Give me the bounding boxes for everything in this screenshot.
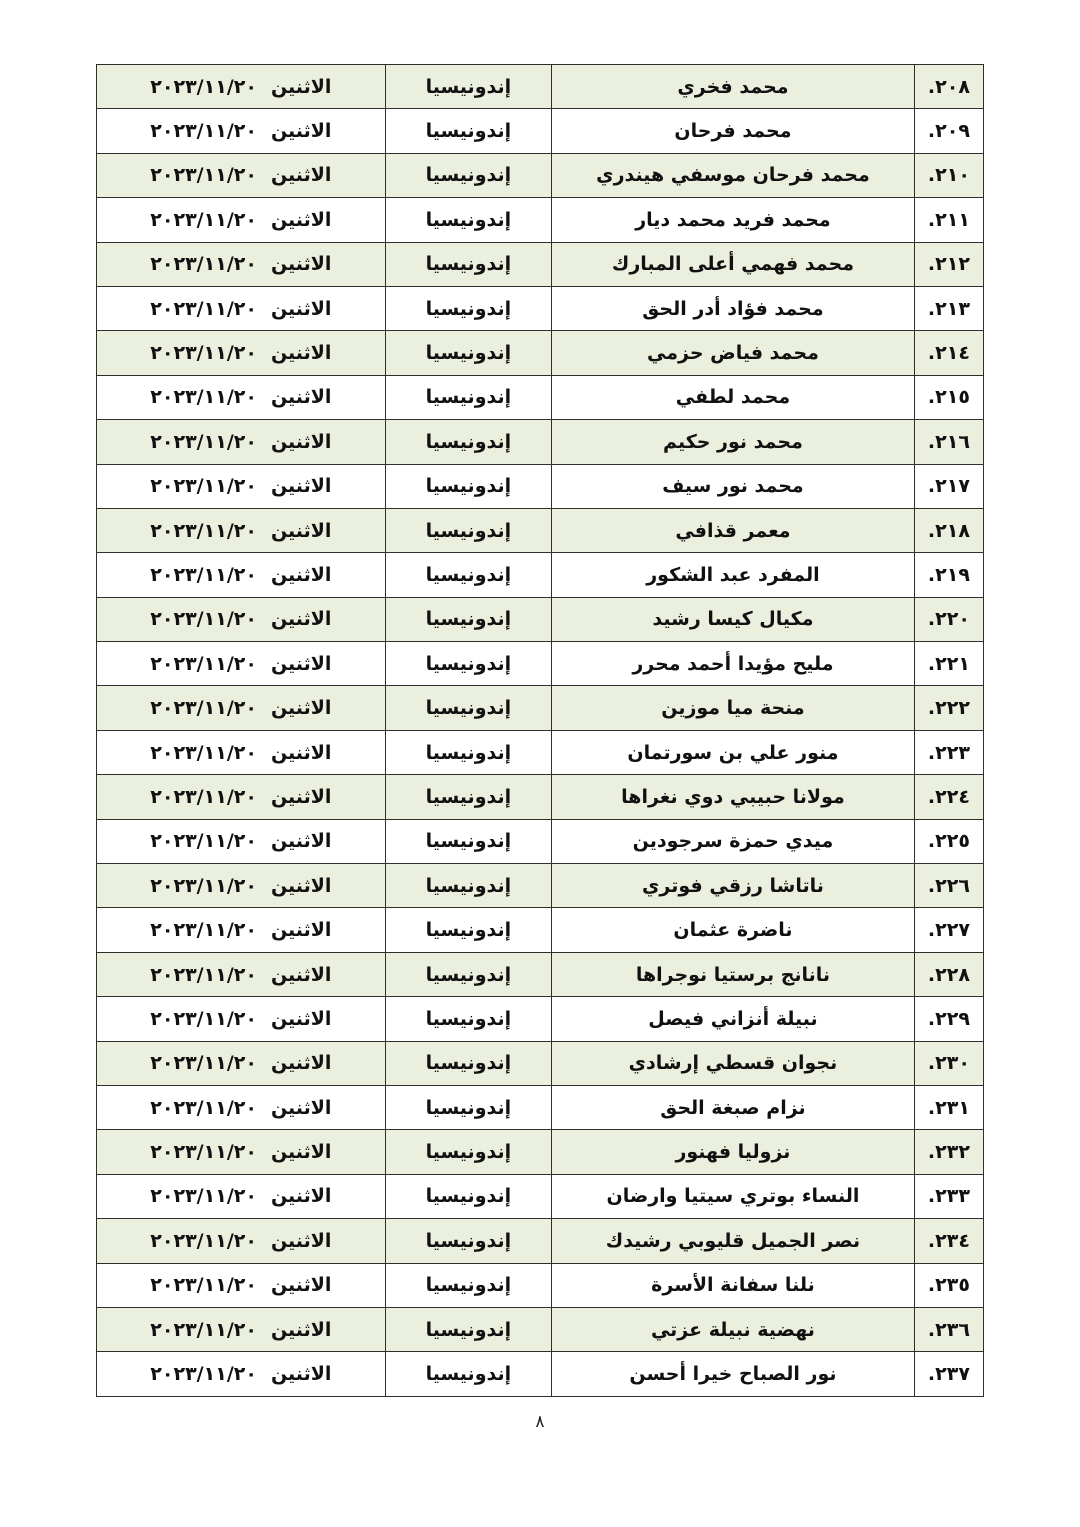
country: إندونيسيا xyxy=(385,908,551,952)
person-name: النساء بوتري سيتيا وارضان xyxy=(552,1174,915,1218)
table-row xyxy=(97,819,984,863)
person-name: ميدي حمزة سرجودين xyxy=(552,819,915,863)
registration-date xyxy=(97,420,386,464)
table-row xyxy=(97,597,984,641)
country: إندونيسيا xyxy=(385,1263,551,1307)
person-name: ناضرة عثمان xyxy=(552,908,915,952)
country: إندونيسيا xyxy=(385,109,551,153)
date-value: ٢٠٢٣/١١/٢٠ xyxy=(150,253,257,276)
weekday: الاثنين xyxy=(270,963,332,986)
weekday: الاثنين xyxy=(270,342,332,365)
table-row xyxy=(97,1352,984,1396)
row-number: ٢٢٦. xyxy=(914,864,983,908)
table-row xyxy=(97,864,984,908)
row-number: ٢٣١. xyxy=(914,1085,983,1129)
row-number: ٢١٨. xyxy=(914,508,983,552)
table-row xyxy=(97,1263,984,1307)
date-value: ٢٠٢٣/١١/٢٠ xyxy=(150,386,257,409)
table-row xyxy=(97,730,984,774)
person-name: محمد فرحان xyxy=(552,109,915,153)
person-name: نبيلة أنزاني فيصل xyxy=(552,997,915,1041)
registration-date xyxy=(97,1174,386,1218)
date-value: ٢٠٢٣/١١/٢٠ xyxy=(150,1274,257,1297)
table-row xyxy=(97,375,984,419)
country: إندونيسيا xyxy=(385,952,551,996)
person-name: مولانا حبيبي دوي نغراها xyxy=(552,775,915,819)
date-value: ٢٠٢٣/١١/٢٠ xyxy=(150,430,257,453)
row-number: ٢١٧. xyxy=(914,464,983,508)
registration-date xyxy=(97,819,386,863)
row-number: ٢٣٤. xyxy=(914,1219,983,1263)
date-value: ٢٠٢٣/١١/٢٠ xyxy=(150,1229,257,1252)
country: إندونيسيا xyxy=(385,464,551,508)
person-name: منحة ميا موزين xyxy=(552,686,915,730)
country: إندونيسيا xyxy=(385,65,551,109)
country: إندونيسيا xyxy=(385,1174,551,1218)
person-name: محمد فخري xyxy=(552,65,915,109)
table-row xyxy=(97,1085,984,1129)
date-value: ٢٠٢٣/١١/٢٠ xyxy=(150,120,257,143)
date-value: ٢٠٢٣/١١/٢٠ xyxy=(150,1052,257,1075)
weekday: الاثنين xyxy=(270,1363,332,1386)
registration-date xyxy=(97,730,386,774)
person-name: مليح مؤيدا أحمد محرر xyxy=(552,642,915,686)
registration-date xyxy=(97,908,386,952)
row-number: ٢٠٨. xyxy=(914,65,983,109)
row-number: ٢٣٠. xyxy=(914,1041,983,1085)
country: إندونيسيا xyxy=(385,819,551,863)
date-value: ٢٠٢٣/١١/٢٠ xyxy=(150,1363,257,1386)
row-number: ٢٠٩. xyxy=(914,109,983,153)
registration-date xyxy=(97,642,386,686)
weekday: الاثنين xyxy=(270,652,332,675)
registration-date xyxy=(97,331,386,375)
country: إندونيسيا xyxy=(385,1219,551,1263)
person-name: نور الصباح خيرا أحسن xyxy=(552,1352,915,1396)
weekday: الاثنين xyxy=(270,475,332,498)
table-row xyxy=(97,464,984,508)
person-name: محمد فريد محمد ديار xyxy=(552,198,915,242)
date-value: ٢٠٢٣/١١/٢٠ xyxy=(150,297,257,320)
country: إندونيسيا xyxy=(385,775,551,819)
country: إندونيسيا xyxy=(385,997,551,1041)
registration-date xyxy=(97,65,386,109)
date-value: ٢٠٢٣/١١/٢٠ xyxy=(150,963,257,986)
registration-date xyxy=(97,286,386,330)
country: إندونيسيا xyxy=(385,686,551,730)
country: إندونيسيا xyxy=(385,642,551,686)
table-row xyxy=(97,1174,984,1218)
weekday: الاثنين xyxy=(270,386,332,409)
table-row xyxy=(97,997,984,1041)
table-row xyxy=(97,553,984,597)
weekday: الاثنين xyxy=(270,430,332,453)
date-value: ٢٠٢٣/١١/٢٠ xyxy=(150,652,257,675)
person-name: المفرد عبد الشكور xyxy=(552,553,915,597)
row-number: ٢٢٨. xyxy=(914,952,983,996)
person-name: نلنا سفانة الأسرة xyxy=(552,1263,915,1307)
date-value: ٢٠٢٣/١١/٢٠ xyxy=(150,563,257,586)
row-number: ٢٣٧. xyxy=(914,1352,983,1396)
person-name: نصر الجميل قليوبي رشيدك xyxy=(552,1219,915,1263)
row-number: ٢٣٣. xyxy=(914,1174,983,1218)
date-value: ٢٠٢٣/١١/٢٠ xyxy=(150,1185,257,1208)
country: إندونيسيا xyxy=(385,286,551,330)
country: إندونيسيا xyxy=(385,508,551,552)
table-row xyxy=(97,109,984,153)
person-name: ناتاشا رزقي فوتري xyxy=(552,864,915,908)
registration-date xyxy=(97,597,386,641)
table-row xyxy=(97,1307,984,1351)
weekday: الاثنين xyxy=(270,75,332,98)
registration-date xyxy=(97,1352,386,1396)
country: إندونيسيا xyxy=(385,553,551,597)
person-name: محمد فؤاد أدر الحق xyxy=(552,286,915,330)
country: إندونيسيا xyxy=(385,597,551,641)
country: إندونيسيا xyxy=(385,420,551,464)
row-number: ٢١٥. xyxy=(914,375,983,419)
weekday: الاثنين xyxy=(270,1274,332,1297)
row-number: ٢١٤. xyxy=(914,331,983,375)
registration-date xyxy=(97,153,386,197)
country: إندونيسيا xyxy=(385,1307,551,1351)
date-value: ٢٠٢٣/١١/٢٠ xyxy=(150,785,257,808)
person-name: محمد نور حكيم xyxy=(552,420,915,464)
date-value: ٢٠٢٣/١١/٢٠ xyxy=(150,342,257,365)
weekday: الاثنين xyxy=(270,830,332,853)
table-row xyxy=(97,508,984,552)
weekday: الاثنين xyxy=(270,785,332,808)
registration-date xyxy=(97,864,386,908)
registration-date xyxy=(97,686,386,730)
person-name: محمد نور سيف xyxy=(552,464,915,508)
registration-date xyxy=(97,375,386,419)
registration-date xyxy=(97,952,386,996)
person-name: محمد فرحان موسفي هيندري xyxy=(552,153,915,197)
row-number: ٢١٦. xyxy=(914,420,983,464)
country: إندونيسيا xyxy=(385,1041,551,1085)
weekday: الاثنين xyxy=(270,608,332,631)
table-row xyxy=(97,642,984,686)
country: إندونيسيا xyxy=(385,375,551,419)
person-name: محمد فياض حزمي xyxy=(552,331,915,375)
row-number: ٢٣٢. xyxy=(914,1130,983,1174)
registration-date xyxy=(97,508,386,552)
date-value: ٢٠٢٣/١١/٢٠ xyxy=(150,1318,257,1341)
date-value: ٢٠٢٣/١١/٢٠ xyxy=(150,519,257,542)
row-number: ٢٢٥. xyxy=(914,819,983,863)
person-name: نانانج برستيا نوجراها xyxy=(552,952,915,996)
table-row xyxy=(97,1130,984,1174)
registration-date xyxy=(97,1130,386,1174)
person-name: محمد فهمي أعلى المبارك xyxy=(552,242,915,286)
person-name: معمر قذافي xyxy=(552,508,915,552)
registration-date xyxy=(97,1085,386,1129)
table-row xyxy=(97,153,984,197)
table-row xyxy=(97,908,984,952)
row-number: ٢٢٩. xyxy=(914,997,983,1041)
person-name: محمد لطفي xyxy=(552,375,915,419)
row-number: ٢١٣. xyxy=(914,286,983,330)
person-name: نهضية نبيلة عزتي xyxy=(552,1307,915,1351)
registration-date xyxy=(97,997,386,1041)
registration-date xyxy=(97,553,386,597)
date-value: ٢٠٢٣/١١/٢٠ xyxy=(150,164,257,187)
registration-date xyxy=(97,1041,386,1085)
weekday: الاثنين xyxy=(270,164,332,187)
row-number: ٢٢٣. xyxy=(914,730,983,774)
weekday: الاثنين xyxy=(270,1318,332,1341)
country: إندونيسيا xyxy=(385,1352,551,1396)
date-value: ٢٠٢٣/١١/٢٠ xyxy=(150,1007,257,1030)
registration-date xyxy=(97,775,386,819)
country: إندونيسيا xyxy=(385,864,551,908)
row-number: ٢٢١. xyxy=(914,642,983,686)
row-number: ٢٣٥. xyxy=(914,1263,983,1307)
table-row xyxy=(97,775,984,819)
country: إندونيسيا xyxy=(385,153,551,197)
table-row xyxy=(97,1219,984,1263)
date-value: ٢٠٢٣/١١/٢٠ xyxy=(150,697,257,720)
date-value: ٢٠٢٣/١١/٢٠ xyxy=(150,874,257,897)
registration-date xyxy=(97,1263,386,1307)
registration-date xyxy=(97,1307,386,1351)
row-number: ٢٢٠. xyxy=(914,597,983,641)
names-table xyxy=(96,64,984,1397)
row-number: ٢٣٦. xyxy=(914,1307,983,1351)
table-row xyxy=(97,952,984,996)
weekday: الاثنين xyxy=(270,1185,332,1208)
row-number: ٢١٠. xyxy=(914,153,983,197)
country: إندونيسيا xyxy=(385,1085,551,1129)
date-value: ٢٠٢٣/١١/٢٠ xyxy=(150,741,257,764)
weekday: الاثنين xyxy=(270,1229,332,1252)
weekday: الاثنين xyxy=(270,874,332,897)
weekday: الاثنين xyxy=(270,208,332,231)
weekday: الاثنين xyxy=(270,697,332,720)
table-row xyxy=(97,65,984,109)
country: إندونيسيا xyxy=(385,242,551,286)
table-row xyxy=(97,1041,984,1085)
row-number: ٢١٩. xyxy=(914,553,983,597)
table-row xyxy=(97,686,984,730)
table-row xyxy=(97,420,984,464)
person-name: نجوان قسطي إرشادي xyxy=(552,1041,915,1085)
weekday: الاثنين xyxy=(270,253,332,276)
table-row xyxy=(97,331,984,375)
person-name: مكيال كيسا رشيد xyxy=(552,597,915,641)
date-value: ٢٠٢٣/١١/٢٠ xyxy=(150,1141,257,1164)
date-value: ٢٠٢٣/١١/٢٠ xyxy=(150,830,257,853)
date-value: ٢٠٢٣/١١/٢٠ xyxy=(150,475,257,498)
row-number: ٢٢٢. xyxy=(914,686,983,730)
weekday: الاثنين xyxy=(270,563,332,586)
names-table-body xyxy=(97,65,984,1397)
date-value: ٢٠٢٣/١١/٢٠ xyxy=(150,75,257,98)
person-name: منور علي بن سورتمان xyxy=(552,730,915,774)
page-number: ٨ xyxy=(535,1412,545,1432)
weekday: الاثنين xyxy=(270,1096,332,1119)
date-value: ٢٠٢٣/١١/٢٠ xyxy=(150,208,257,231)
country: إندونيسيا xyxy=(385,198,551,242)
row-number: ٢١١. xyxy=(914,198,983,242)
registration-date xyxy=(97,109,386,153)
row-number: ٢٢٧. xyxy=(914,908,983,952)
date-value: ٢٠٢٣/١١/٢٠ xyxy=(150,608,257,631)
date-value: ٢٠٢٣/١١/٢٠ xyxy=(150,919,257,942)
country: إندونيسيا xyxy=(385,1130,551,1174)
person-name: نزوليا فهنور xyxy=(552,1130,915,1174)
registration-date xyxy=(97,242,386,286)
table-row xyxy=(97,242,984,286)
row-number: ٢٢٤. xyxy=(914,775,983,819)
weekday: الاثنين xyxy=(270,1007,332,1030)
weekday: الاثنين xyxy=(270,1141,332,1164)
registration-date xyxy=(97,1219,386,1263)
country: إندونيسيا xyxy=(385,331,551,375)
person-name: نزام صبغة الحق xyxy=(552,1085,915,1129)
weekday: الاثنين xyxy=(270,297,332,320)
table-row xyxy=(97,198,984,242)
weekday: الاثنين xyxy=(270,741,332,764)
weekday: الاثنين xyxy=(270,1052,332,1075)
date-value: ٢٠٢٣/١١/٢٠ xyxy=(150,1096,257,1119)
weekday: الاثنين xyxy=(270,120,332,143)
row-number: ٢١٢. xyxy=(914,242,983,286)
table-row xyxy=(97,286,984,330)
registration-date xyxy=(97,198,386,242)
weekday: الاثنين xyxy=(270,919,332,942)
country: إندونيسيا xyxy=(385,730,551,774)
weekday: الاثنين xyxy=(270,519,332,542)
registration-date xyxy=(97,464,386,508)
